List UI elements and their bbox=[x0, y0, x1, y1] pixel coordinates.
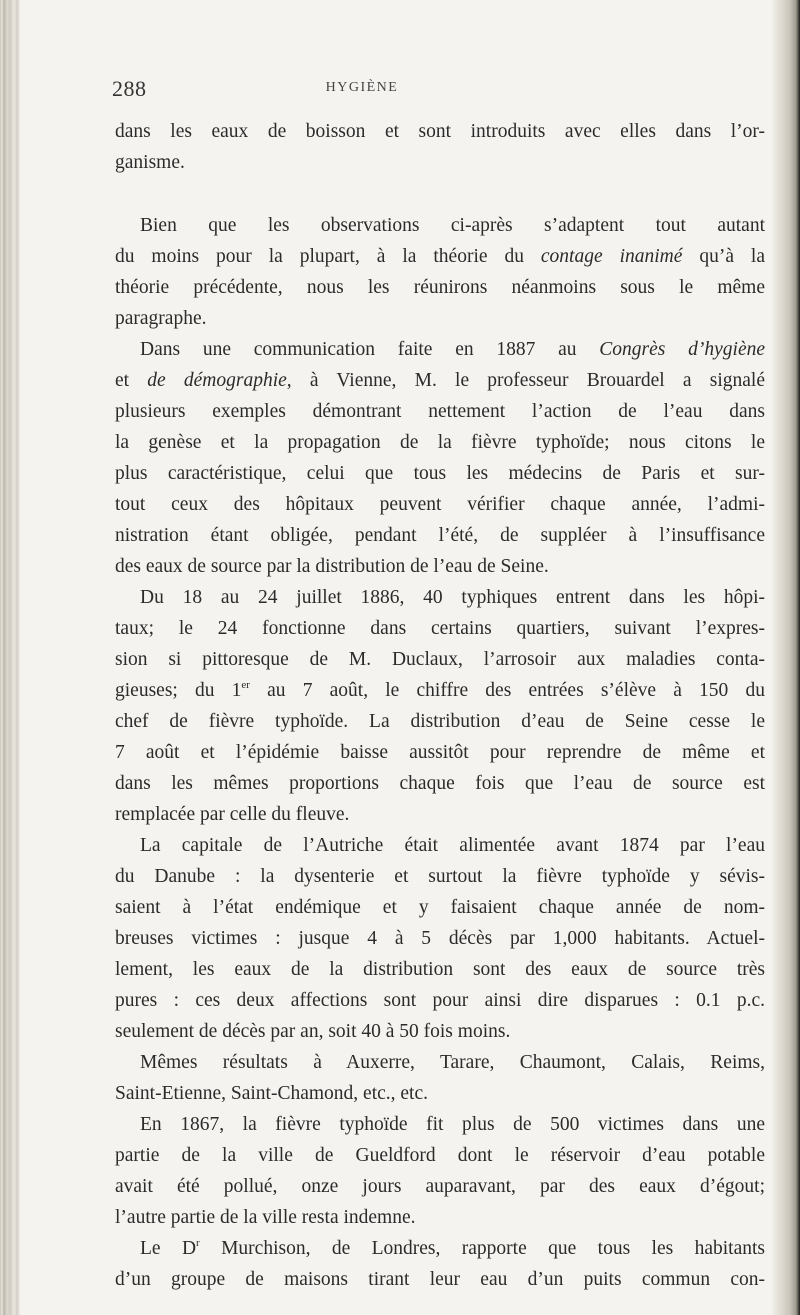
italic-term: de démographie bbox=[147, 370, 287, 391]
text-line: paragraphe. bbox=[115, 308, 207, 329]
text-line: pures : ces deux affections sont pour ainsi dire disparues : 0.1 p.c. bbox=[115, 990, 765, 1011]
text-line: Le $D^r$ Murchison, de Londres, rapporte que tous les habitants bbox=[140, 1237, 765, 1259]
text-line: Dans une communication faite en 1887 au Congrès d’hygiène bbox=[140, 339, 766, 360]
text-line: plus caractéristique, celui que tous les médecins de Paris et sur- bbox=[115, 463, 765, 484]
text-line: l’autre partie de la ville resta indemne. bbox=[115, 1207, 416, 1228]
text-line: dans les eaux de boisson et sont introduits avec elles dans l’or- bbox=[115, 121, 765, 142]
text-line: ganisme. bbox=[115, 152, 185, 173]
text-line: Saint-Etienne, Saint-Chamond, etc., etc. bbox=[115, 1083, 428, 1104]
text-line: tout ceux des hôpitaux peuvent vérifier chaque année, l’admi- bbox=[115, 494, 765, 515]
text-line: plusieurs exemples démontrant nettement l’action de l’eau dans bbox=[115, 401, 765, 422]
text-line: breuses victimes : jusque 4 à 5 décès par 1,000 habitants. Actuel- bbox=[115, 928, 765, 949]
text-line: théorie précédente, nous les réunirons néanmoins sous le même bbox=[115, 277, 765, 298]
text-line: seulement de décès par an, soit 40 à 50 fois moins. bbox=[115, 1021, 511, 1042]
italic-term: Congrès d’hygiène bbox=[599, 339, 766, 360]
text-line: Du 18 au 24 juillet 1886, 40 typhiques entrent dans les hôpi- bbox=[140, 587, 765, 608]
text-line: la genèse et la propagation de la fièvre typhoïde; nous citons le bbox=[115, 432, 765, 453]
text-line: des eaux de source par la distribution de l’eau de Seine. bbox=[115, 556, 549, 577]
text-line: En 1867, la fièvre typhoïde fit plus de 500 victimes dans une bbox=[140, 1114, 765, 1135]
italic-term: contage inanimé bbox=[540, 246, 683, 267]
text-line: sion si pittoresque de M. Duclaux, l’arrosoir aux maladies conta- bbox=[115, 649, 765, 670]
text-line: taux; le 24 fonctionne dans certains quartiers, suivant l’expres- bbox=[115, 618, 765, 639]
text-line: Bien que les observations ci-après s’adaptent tout autant bbox=[140, 215, 765, 236]
text-line: remplacée par celle du fleuve. bbox=[115, 804, 350, 825]
text-line: saient à l’état endémique et y faisaient chaque année de nom- bbox=[115, 897, 765, 918]
superscript: r bbox=[196, 1237, 200, 1249]
text-line: lement, les eaux de la distribution sont des eaux de source très bbox=[115, 959, 765, 980]
text-line: partie de la ville de Gueldford dont le réservoir d’eau potable bbox=[115, 1145, 765, 1166]
text-line: et de démographie, à Vienne, M. le professeur Brouardel a signalé bbox=[115, 370, 765, 391]
text-line: du moins pour la plupart, à la théorie du contage inanimé qu’à la bbox=[115, 246, 766, 267]
text-line: avait été pollué, onze jours auparavant, par des eaux d’égout; bbox=[115, 1176, 765, 1197]
page-number: 288 bbox=[112, 76, 147, 101]
text-line: 7 août et l’épidémie baisse aussitôt pour reprendre de même et bbox=[115, 742, 765, 763]
text-line: dans les mêmes proportions chaque fois que l’eau de source est bbox=[115, 773, 765, 794]
text-line: d’un groupe de maisons tirant leur eau d’un puits commun con- bbox=[115, 1269, 765, 1290]
text-line: gieuses; du 1er au 7 août, le chiffre des entrées s’élève à 150 du bbox=[115, 679, 765, 701]
running-head: HYGIÈNE bbox=[325, 80, 399, 95]
text-line: chef de fièvre typhoïde. La distribution d’eau de Seine cesse le bbox=[115, 711, 765, 732]
superscript: er bbox=[241, 679, 250, 691]
text-line: La capitale de l’Autriche était alimentée avant 1874 par l’eau bbox=[140, 835, 765, 856]
text-line: du Danube : la dysenterie et surtout la fièvre typhoïde y sévis- bbox=[115, 866, 765, 887]
text-line: nistration étant obligée, pendant l’été, de suppléer à l’insuffisance bbox=[115, 525, 765, 546]
text-line: Mêmes résultats à Auxerre, Tarare, Chaumont, Calais, Reims, bbox=[140, 1052, 765, 1073]
